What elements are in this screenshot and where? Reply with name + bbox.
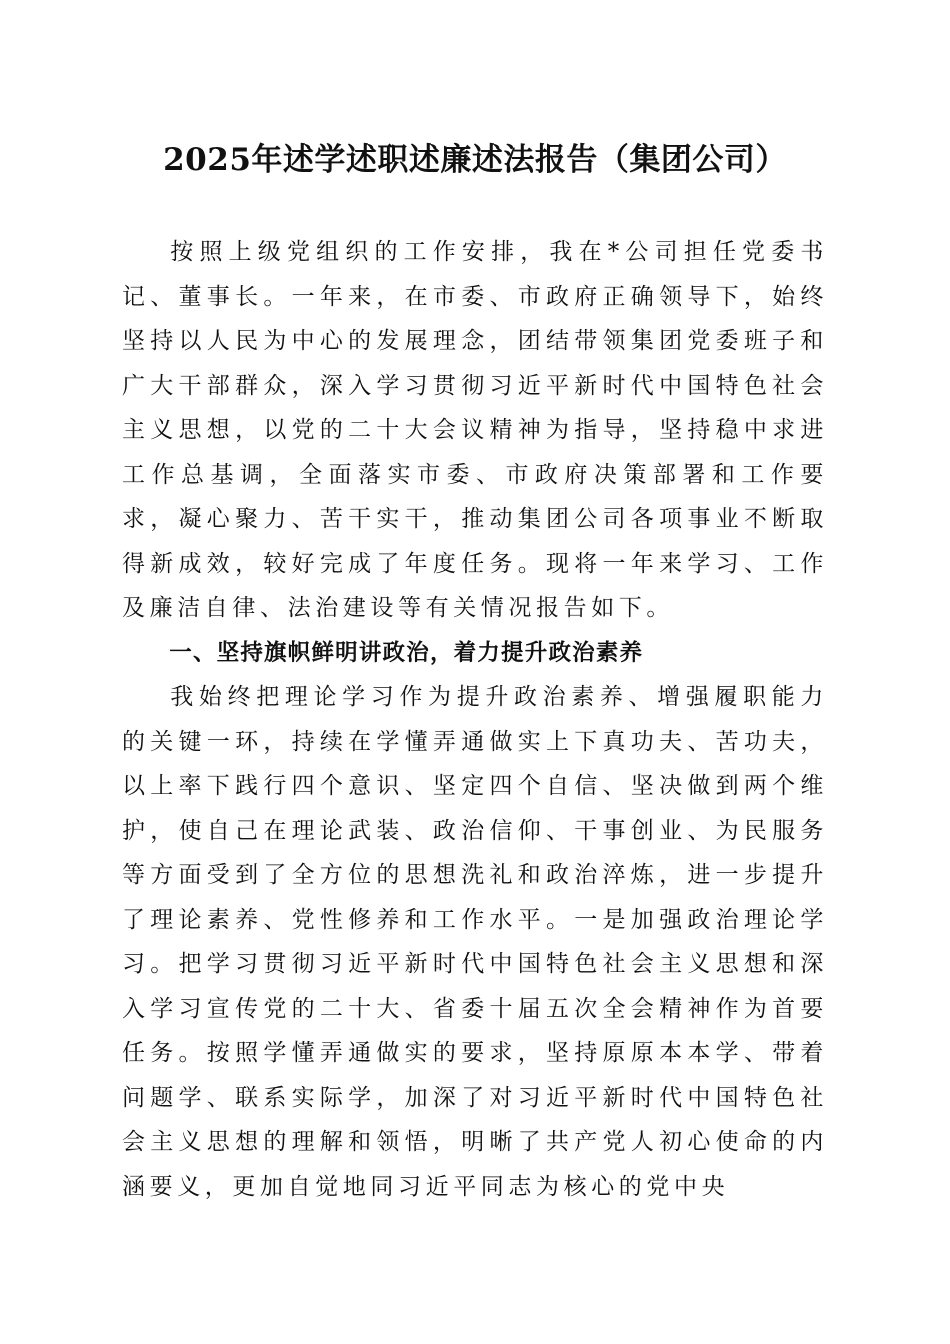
document-title: 2025年述学述职述廉述法报告（集团公司） xyxy=(163,142,787,178)
intro-paragraph: 按照上级党组织的工作安排，我在*公司担任党委书记、董事长。一年来，在市委、市政府正确领导下，始终坚持以人民为中心的发展理念，团结带领集团党委班子和广大干部群众，深入学习贯彻习近平新时代中国特色社会主义思想，以党的二十大会议精神为指导，坚持稳中求进工作总基调，全面落实市委、市政府决策部署和工作要求，凝心聚力、苦干实干，推动集团公司各项事业不断取得新成效，较好完成了年度任务。现将一年来学习、工作及廉洁自律、法治建设等有关情况报告如下。 xyxy=(122,239,828,621)
document-body xyxy=(122,230,828,1209)
section-1-heading: 一、坚持旗帜鲜明讲政治，着力提升政治素养 xyxy=(169,639,644,666)
section-1-paragraph: 我始终把理论学习作为提升政治素养、增强履职能力的关键一环，持续在学懂弄通做实上下真功夫、苦功夫，以上率下践行四个意识、坚定四个自信、坚决做到两个维护，使自己在理论武装、政治信仰、干事创业、为民服务等方面受到了全方位的思想洗礼和政治淬炼，进一步提升了理论素养、党性修养和工作水平。一是加强政治理论学习。把学习贯彻习近平新时代中国特色社会主义思想和深入学习宣传党的二十大、省委十届五次全会精神作为首要任务。按照学懂弄通做实的要求，坚持原原本本学、带着问题学、联系实际学，加深了对习近平新时代中国特色社会主义思想的理解和领悟，明晰了共产党人初心使命的内涵要义，更加自觉地同习近平同志为核心的党中央 xyxy=(122,684,828,1200)
